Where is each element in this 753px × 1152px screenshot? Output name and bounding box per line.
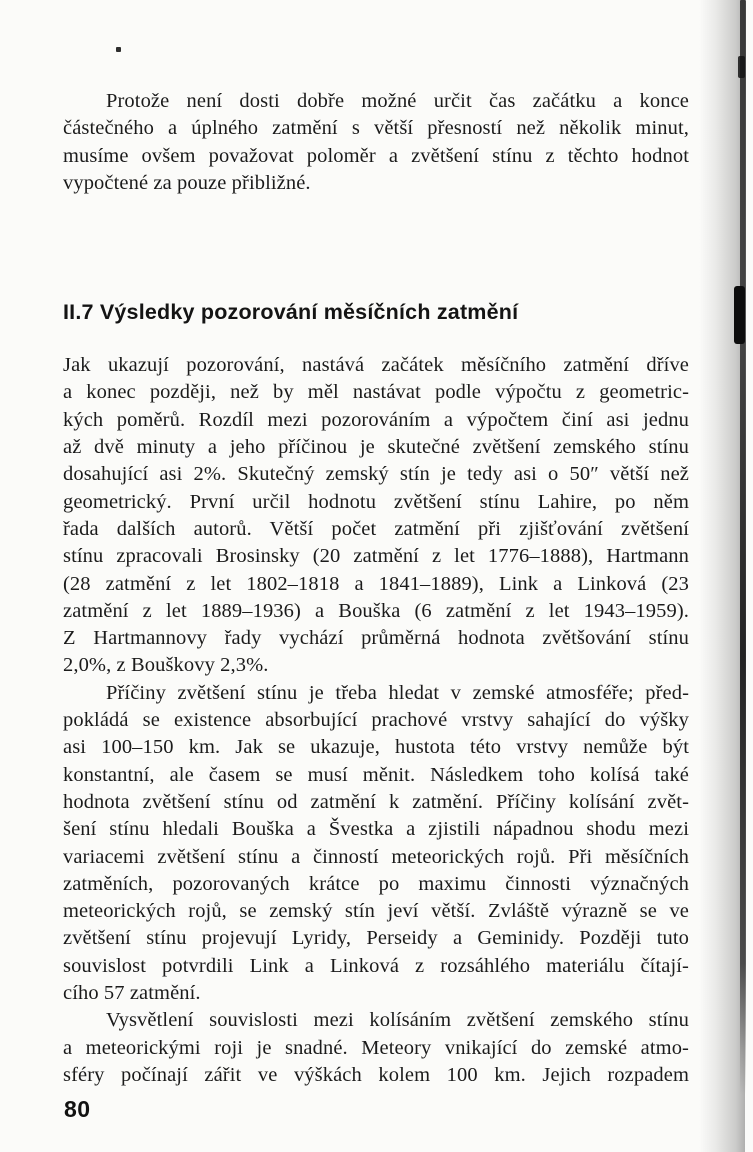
text-line: asi 100–150 km. Jak se ukazuje, hustota této vrstvy nemůže být (63, 736, 689, 759)
text-line: hodnota zvětšení stínu od zatmění k zatmění. Příčiny kolísání zvět- (63, 790, 689, 813)
text-line: až dvě minuty a jeho příčinou je skutečné zvětšení zemského stínu (63, 436, 689, 459)
text-line: souvislost potvrdili Link a Linková z rozsáhlého materiálu čítají- (63, 954, 689, 977)
text-line: Protože není dosti dobře možné určit čas začátku a konce (106, 90, 689, 112)
text-line: cího 57 zatmění. (63, 982, 201, 1005)
paragraph-shadow-causes (63, 680, 689, 1008)
text-line: Jak ukazují pozorování, nastává začátek měsíčního zatmění dříve (63, 354, 689, 377)
ink-speck (116, 47, 121, 52)
scan-edge-mark-mid (734, 286, 745, 344)
text-line: částečného a úplného zatmění s větší přesností než několik minut, (63, 117, 689, 140)
text-line: Vysvětlení souvislosti mezi kolísáním zvětšení zemského stínu (106, 1009, 689, 1032)
text-line: a meteorickými roji je snadné. Meteory vnikající do zemské atmo- (63, 1036, 689, 1059)
text-line: (28 zatmění z let 1802–1818 a 1841–1889), Link a Linková (23 (63, 572, 689, 595)
text-line: dosahující asi 2%. Skutečný zemský stín je tedy asi o 50″ větší než (63, 463, 689, 486)
paragraph-intro (63, 88, 689, 197)
scan-edge-mark-top (738, 56, 745, 78)
text-line: meteorických rojů, se zemský stín jeví větší. Zvláště výrazně se ve (63, 900, 689, 923)
section-heading: II.7 Výsledky pozorování měsíčních zatmění (63, 300, 519, 325)
paragraph-meteor-explanation (63, 1007, 689, 1089)
text-line: vypočtené za pouze přibližné. (63, 171, 311, 194)
text-line: zatmění z let 1889–1936) a Bouška (6 zatmění z let 1943–1959). (63, 599, 689, 622)
text-line: stínu zpracovali Brosinsky (20 zatmění z let 1776–1888), Hartmann (63, 545, 689, 568)
page-number: 80 (64, 1096, 91, 1122)
text-line: Z Hartmannovy řady vychází průměrná hodnota zvětšování stínu (63, 627, 689, 650)
text-line: a konec později, než by měl nastávat podle výpočtu z geometric- (63, 381, 689, 404)
text-line: Příčiny zvětšení stínu je třeba hledat v zemské atmosféře; před- (106, 681, 689, 704)
scan-edge-shadow (699, 0, 745, 1152)
text-line: konstantní, ale časem se musí měnit. Následkem toho kolísá také (63, 763, 689, 786)
paragraph-results-history (63, 352, 689, 680)
text-line: zatměních, pozorovaných krátce po maximu činnosti význačných (63, 872, 689, 895)
text-line: řada dalších autorů. Větší počet zatmění při zjišťování zvětšení (63, 517, 689, 540)
text-line: 2,0%, z Bouškovy 2,3%. (63, 654, 269, 677)
text-line: kých poměrů. Rozdíl mezi pozorováním a výpočtem činí asi jednu (63, 408, 689, 431)
text-line: sféry počínají zářit ve výškách kolem 100 km. Jejich rozpadem (63, 1063, 689, 1086)
text-line: pokládá se existence absorbující prachové vrstvy sahající do výšky (63, 709, 689, 732)
text-line: šení stínu hledali Bouška a Švestka a zjistili nápadnou shodu mezi (63, 818, 689, 841)
text-block (63, 88, 689, 1089)
text-line: musíme ovšem považovat poloměr a zvětšení stínu z těchto hodnot (63, 144, 689, 167)
text-line: zvětšení stínu projevují Lyridy, Perseidy a Geminidy. Později tuto (63, 927, 689, 950)
scan-edge-bar (740, 0, 746, 1095)
text-line: variacemi zvětšení stínu a činností meteorických rojů. Při měsíčních (63, 845, 689, 868)
text-line: geometrický. První určil hodnotu zvětšení stínu Lahire, po něm (63, 490, 689, 513)
